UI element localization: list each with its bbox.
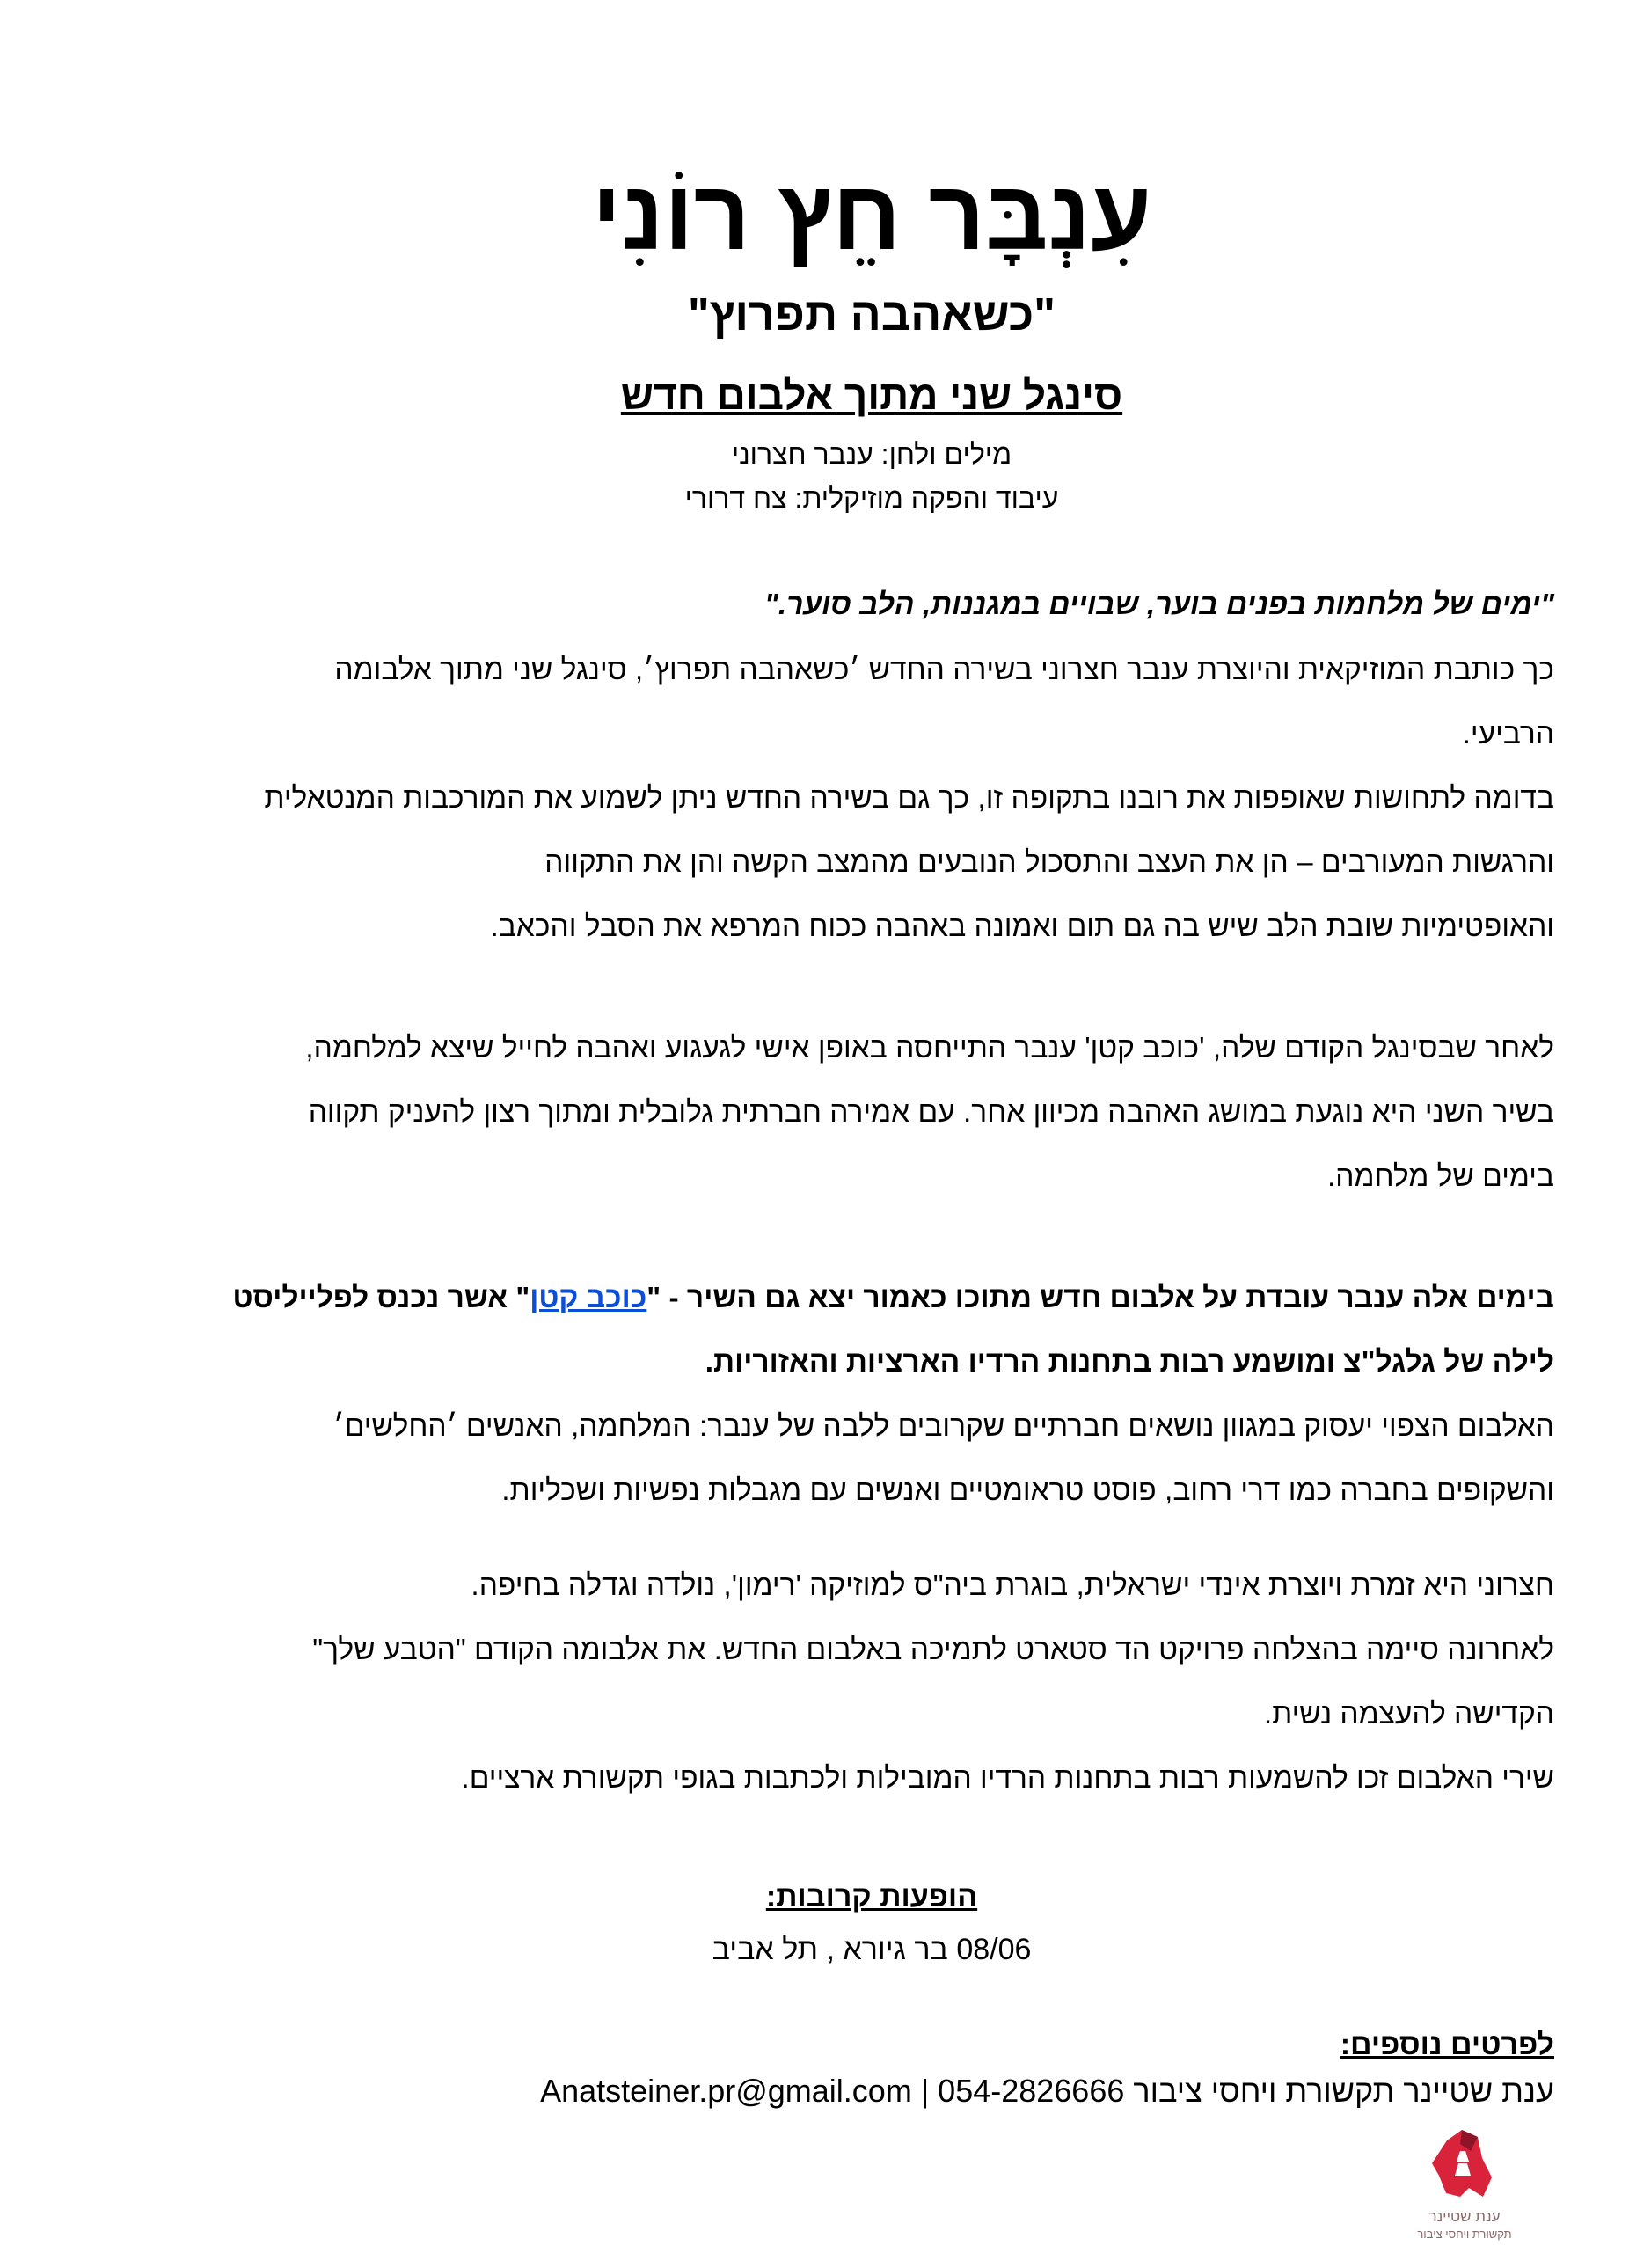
paragraph-line: בדומה לתחושות שאופפות את רובנו בתקופה זו, כך גם בשירה החדש ניתן לשמוע את המורכבות המנטאלית: [264, 782, 1554, 815]
paragraph-line: שירי האלבום זכו להשמעות רבות בתחנות הרדיו המובילות ולכתבות בגופי תקשורת ארציים.: [461, 1762, 1554, 1795]
paragraph-line: בימים של מלחמה.: [1326, 1160, 1554, 1193]
more-details-heading: לפרטים נוספים:: [1340, 2028, 1554, 2061]
paragraph-line: הקדישה להעצמה נשית.: [1263, 1698, 1554, 1730]
upcoming-shows-heading: הופעות קרובות:: [765, 1880, 978, 1913]
logo-name: ענת שטיינר: [1428, 2208, 1501, 2225]
contact-line: ענת שטיינר תקשורת ויחסי ציבור 054-2826666 | Anatsteiner.pr@gmail.com: [540, 2073, 1554, 2109]
logo-tagline: תקשורת ויחסי ציבור: [1417, 2228, 1512, 2241]
paragraph-line: לאחרונה סיימה בהצלחה פרויקט הד סטארט לתמיכה באלבום החדש. את אלבומה הקודם "הטבע שלך": [312, 1634, 1554, 1666]
paragraph-line: והשקופים בחברה כמו דרי רחוב, פוסט טראומטיים ואנשים עם מגבלות נפשיות ושכליות.: [501, 1474, 1554, 1507]
paragraph-line-with-link: [232, 1277, 1554, 1321]
paragraph-line: הרביעי.: [1462, 718, 1554, 750]
song-title: "כשאהבה תפרוץ": [688, 289, 1056, 340]
paragraph-line: והרגשות המעורבים – הן את העצב והתסכול הנובעים מהמצב הקשה והן את התקווה: [544, 846, 1554, 879]
artist-title: עִנְבָּר חֵץ רוֹנִי: [591, 160, 1152, 270]
paragraph-line: בשיר השני היא נוגעת במושג האהבה מכיוון אחר. עם אמירה חברתית גלובלית ומתוך רצון להעניק תקווה: [308, 1096, 1554, 1129]
logo-a-mark-icon: [1407, 2125, 1522, 2208]
upcoming-show-item: 08/06 בר גיורא , תל אביב: [712, 1933, 1032, 1966]
pr-agency-logo: [1407, 2125, 1522, 2257]
paragraph-text: בימים אלה ענבר עובדת על אלבום חדש מתוכו כאמור יצא גם השיר - ": [646, 1282, 1554, 1314]
paragraph-line: האלבום הצפוי יעסוק במגוון נושאים חברתיים שקרובים ללבה של ענבר: המלחמה, האנשים ׳החלשים׳: [332, 1410, 1554, 1443]
paragraph-line: חצרוני היא זמרת ויוצרת אינדי ישראלית, בוגרת ביה"ס למוזיקה 'רימון', נולדה וגדלה בחיפה.: [471, 1569, 1554, 1602]
opening-quote: "ימים של מלחמות בפנים בוער, שבויים במגננות, הלב סוער.": [763, 589, 1554, 621]
paragraph-line: לאחר שבסינגל הקודם שלה, 'כוכב קטן' ענבר התייחסה באופן אישי לגעגוע ואהבה לחייל שיצא למלחמה,: [305, 1032, 1554, 1064]
paragraph-text: " אשר נכנס לפלייליסט: [232, 1282, 530, 1314]
credit-lyrics: מילים ולחן: ענבר חצרוני: [731, 438, 1012, 470]
credit-production: עיבוד והפקה מוזיקלית: צח דרורי: [684, 482, 1059, 514]
single-subtitle: סינגל שני מתוך אלבום חדש: [620, 372, 1123, 418]
paragraph-line: והאופטימיות שובת הלב שיש בה גם תום ואמונה באהבה ככוח המרפא את הסבל והכאב.: [490, 911, 1554, 943]
paragraph-line: לילה של גלגל"צ ומושמע רבות בתחנות הרדיו הארציות והאזוריות.: [705, 1346, 1554, 1379]
paragraph-line: כך כותבת המוזיקאית והיוצרת ענבר חצרוני בשירה החדש ׳כשאהבה תפרוץ׳, סינגל שני מתוך אלבומה: [334, 654, 1554, 686]
song-link-kochav-katan[interactable]: כוכב קטן: [530, 1282, 647, 1314]
